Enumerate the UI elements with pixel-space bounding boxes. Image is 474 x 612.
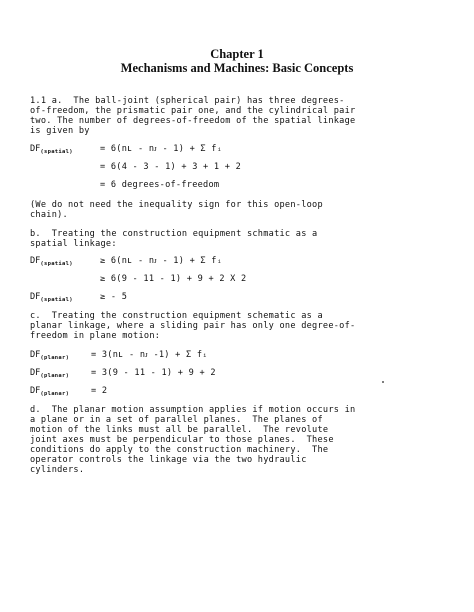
paragraph-a-line: is given by — [30, 126, 90, 136]
paragraph-d-line: d. The planar motion assumption applies if motion occurs in — [30, 405, 356, 415]
paragraph-a-line: 1.1 a. The ball-joint (spherical pair) has three degrees- — [30, 96, 345, 106]
paragraph-a-line: two. The number of degrees-of-freedom of the spatial linkage — [30, 116, 356, 126]
equation-label: $DF_{(spatial)}$ — [30, 256, 73, 267]
chapter-subtitle: Mechanisms and Machines: Basic Concepts — [120, 61, 354, 75]
paragraph-d-line: cylinders. — [30, 465, 85, 475]
equation-rhs: = 3(nʟ - nᴊ -1) + Σ fᵢ — [91, 350, 208, 360]
equation-subscript: (spatial) — [40, 297, 73, 303]
chapter-title: Chapter 1 — [210, 47, 264, 61]
equation-subscript: (planar) — [40, 355, 70, 361]
equation-subscript: (planar) — [40, 373, 70, 379]
paragraph-d-line: operator controls the linkage via the two hydraulic — [30, 455, 307, 465]
paragraph-d-line: a plane or in a set of parallel planes. The planes of — [30, 415, 323, 425]
paragraph-c-line: planar linkage, where a sliding pair has only one degree-of- — [30, 321, 356, 331]
equation-rhs: ≥ - 5 — [100, 292, 128, 302]
paragraph-a-note: (We do not need the inequality sign for this open-loop — [30, 200, 323, 210]
paragraph-c-line: freedom in plane motion: — [30, 331, 161, 341]
scan-speck — [382, 381, 384, 383]
equation-rhs: = 2 — [91, 386, 108, 396]
paragraph-d-line: motion of the links must all be parallel. The revolute — [30, 425, 329, 435]
equation-label: $DF_{(planar)}$ — [30, 368, 70, 379]
paragraph-d-line: conditions do apply to the construction machinery. The — [30, 445, 329, 455]
paragraph-d-line: joint axes must be perpendicular to those planes. These — [30, 435, 334, 445]
equation-rhs: = 6(nʟ - nᴊ - 1) + Σ fᵢ — [100, 144, 223, 154]
paragraph-a-line: of-freedom, the prismatic pair one, and the cylindrical pair — [30, 106, 356, 116]
equation-subscript: (spatial) — [40, 261, 73, 267]
equation-label: $DF_{(spatial)}$ — [30, 144, 73, 155]
equation-rhs: ≥ 6(nʟ - nᴊ - 1) + Σ fᵢ — [100, 256, 223, 266]
equation-rhs: = 6(4 - 3 - 1) + 3 + 1 + 2 — [100, 162, 242, 172]
paragraph-b-line: spatial linkage: — [30, 239, 117, 249]
equation-subscript: (planar) — [40, 391, 70, 397]
equation-rhs: ≥ 6(9 - 11 - 1) + 9 + 2 X 2 — [100, 274, 247, 284]
paragraph-a-note: chain). — [30, 210, 68, 220]
equation-label: $DF_{(planar)}$ — [30, 350, 70, 361]
paragraph-b-line: b. Treating the construction equipment schmatic as a — [30, 229, 318, 239]
equation-label: $DF_{(planar)}$ — [30, 386, 70, 397]
equation-rhs: = 3(9 - 11 - 1) + 9 + 2 — [91, 368, 216, 378]
equation-rhs: = 6 degrees-of-freedom — [100, 180, 220, 190]
equation-label: $DF_{(spatial)}$ — [30, 292, 73, 303]
equation-subscript: (spatial) — [40, 149, 73, 155]
paragraph-c-line: c. Treating the construction equipment schematic as a — [30, 311, 323, 321]
